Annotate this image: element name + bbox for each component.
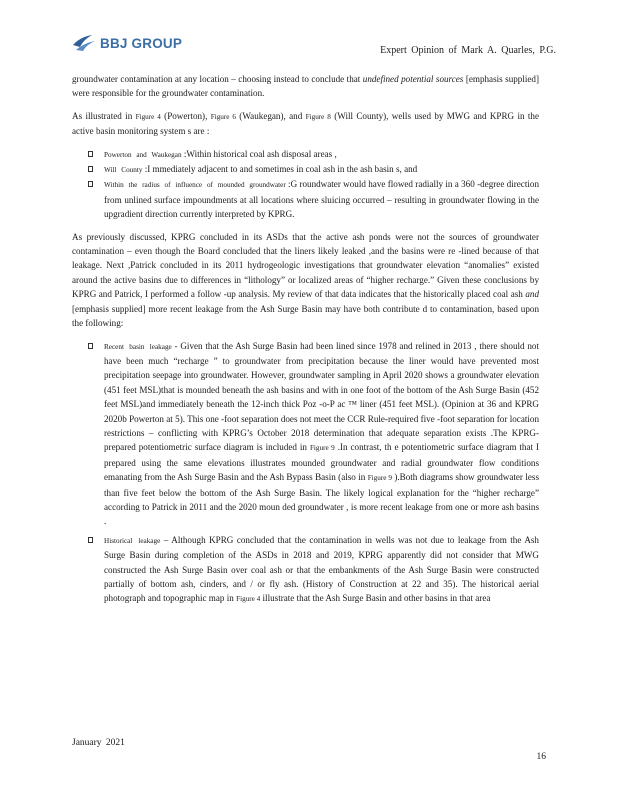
company-logo <box>72 34 182 52</box>
bullet-box-icon <box>88 181 93 187</box>
figure-9-reference: Figure 9 <box>367 474 392 483</box>
paragraph-continuation: groundwater contamination at any location – choosing instead to conclude that undefined potential sources [emphasis supplied] were responsible for the groundwater contamination. <box>72 74 540 99</box>
footer-date: January 2021 <box>72 738 125 748</box>
paragraph-previous-discussion: As previously discussed, KPRG concluded in its ASDs that the active ash ponds were not the sources of groundwater contamination – even though the Board concluded that the liners likely leaked ,and the basins were re -lined because of that leakage. Next ,Patrick concluded in its 2011 hydrogeologic investigations that groundwater elevation “anomalies” existed around the active basins due to differences in “lithology” or localized areas of “higher recharge.” Given these conclusions by KPRG and Patrick, I performed a follow -up analysis. My review of that data indicates that the historically placed coal ash and [emphasis supplied] more recent leakage from the Ash Surge Basin may have both contribute d to contamination, based upon the following: <box>72 231 539 329</box>
list-item: Powerton and Waukegan :Within historical coal ash disposal areas , <box>72 147 539 162</box>
list-item: Within the radius of influence of mounded groundwater :G roundwater would have flowed radially in a 360 -degree direction from unlined surface impoundments at all locations where sluicing occurred – resulting in groundwater flowing in the upgradient direction currently interpreted by KPRG. <box>72 177 539 221</box>
page-number: 16 <box>536 752 546 762</box>
findings-bullet-list <box>72 339 539 607</box>
bbj-logo-icon <box>72 34 96 52</box>
document-header-title: Expert Opinion of Mark A. Quarles, P.G. <box>380 45 556 56</box>
paragraph-wells-intro: As illustrated in Figure 4 (Powerton), Figure 6 (Waukegan), and Figure 8 (Will County), wells used by MWG and KPRG in the active basin monitoring system s are : <box>72 110 539 137</box>
emphasis-text: and <box>525 289 539 300</box>
bullet-box-icon <box>88 343 93 349</box>
figure-8-reference: Figure 8 <box>305 112 331 121</box>
logo-text: BBJ GROUP <box>100 35 183 51</box>
emphasis-text: undefined potential sources <box>362 74 464 84</box>
wells-bullet-list <box>72 147 539 222</box>
bullet-box-icon <box>88 151 93 157</box>
bullet-box-icon <box>88 166 93 172</box>
document-body <box>72 72 539 615</box>
figure-4-reference: Figure 4 <box>135 112 161 121</box>
list-item: Historical leakage – Although KPRG concluded that the contamination in wells was not due to leakage from the Ash Surge Basin during completion of the ASDs in 2018 and 2019, KPRG apparently did not consider that MWG constructed the Ash Surge Basin over coal ash or that the embankments of the Ash Surge Basin were constructed partially of bottom ash, cinders, and / or fly ash. (History of Construction at 22 and 35). The historical aerial photograph and topographic map in Figure 4 illustrate that the Ash Surge Basin and other basins in that area <box>72 533 539 607</box>
figure-4-reference: Figure 4 <box>236 595 261 604</box>
list-item: Recent basin leakage - Given that the Ash Surge Basin had been lined since 1978 and relined in 2013 , there should not have been much “recharge ” to groundwater from precipitation because the liner would have prevented most precipitation seepage into groundwater. However, groundwater sampling in April 2020 shows a groundwater elevation (451 feet MSL)that is mounded beneath the ash basins and with in one foot of the bottom of the Ash Surge Basin (452 feet MSL)and immediately beneath the 12-inch thick Poz -o-P ac ™ liner (451 feet MSL). (Opinion at 36 and KPRG 2020b Powerton at 5). This one -foot separation does not meet the CCR Rule-required five -foot separation for location restrictions – conflicting with KPRG’s October 2018 determination that adequate separation exists .The KPRG-prepared potentiometric surface diagram is included in Figure 9 .In contrast, th e potentiometric surface diagram that I prepared using the same elevations illustrates mounded groundwater and radial groundwater flow conditions emanating from the Ash Surge Basin and the Ash Bypass Basin (also in Figure 9 ).Both diagrams show groundwater less than five feet below the bottom of the Ash Surge Basin. The likely logical explanation for the “higher recharge” according to Patrick in 2011 and the 2020 moun ded groundwater , is more recent leakage from one or more ash basins . <box>72 339 539 529</box>
figure-6-reference: Figure 6 <box>210 112 236 121</box>
bullet-box-icon <box>88 537 93 543</box>
list-item: Will County :I mmediately adjacent to and sometimes in coal ash in the ash basin s, and <box>72 162 539 177</box>
figure-9-reference: Figure 9 <box>309 444 335 453</box>
